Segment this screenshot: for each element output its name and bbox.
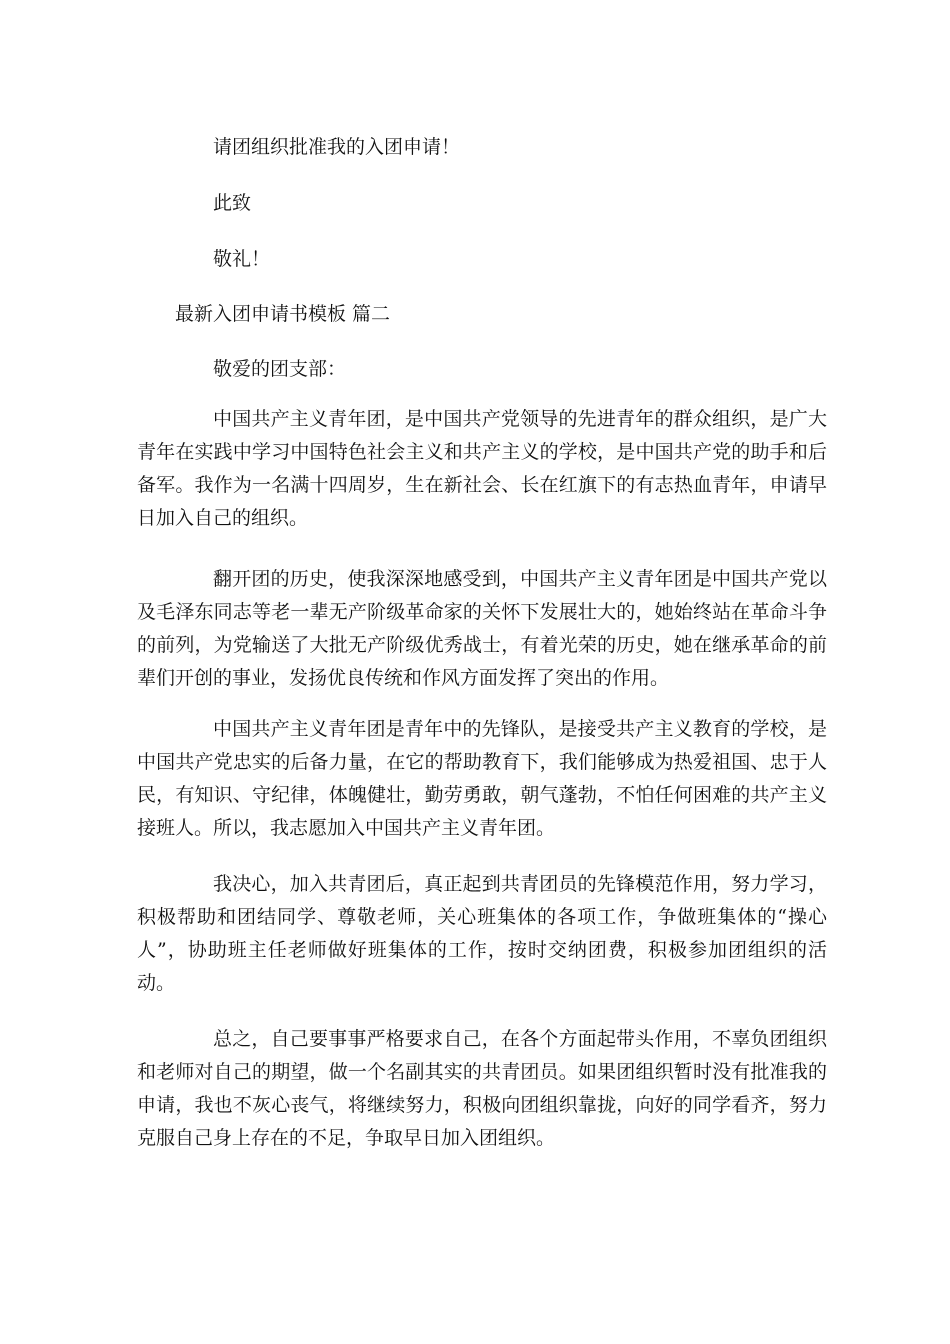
paragraph-2: 翻开团的历史，使我深深地感受到，中国共产主义青年团是中国共产党以及毛泽东同志等老一辈无产阶级革命家的关怀下发展壮大的，她始终站在革命斗争的前列，为党输送了大批无产阶级优秀战士，有着光荣的历史，她在继承革命的前辈们开创的事业，发扬优良传统和作风方面发挥了突出的作用。 [137,568,827,689]
paragraph-3: 中国共产主义青年团是青年中的先锋队，是接受共产主义教育的学校，是中国共产党忠实的后备力量，在它的帮助教育下，我们能够成为热爱祖国、忠于人民，有知识、守纪律，体魄健壮，勤劳勇敢，朝气蓬勃，不怕任何困难的共产主义接班人。所以，我志愿加入中国共产主义青年团。 [137,718,827,839]
paragraph-5: 总之，自己要事事严格要求自己，在各个方面起带头作用，不辜负团组织和老师对自己的期望，做一个名副其实的共青团员。如果团组织暂时没有批准我的申请，我也不灰心丧气，将继续努力，积极向团组织靠拢，向好的同学看齐，努力克服自己身上存在的不足，争取早日加入团组织。 [137,1028,827,1149]
closing-request: 请团组织批准我的入团申请！ [213,136,461,158]
greeting: 敬爱的团支部： [213,358,347,380]
closing-regards: 敬礼！ [213,248,271,270]
paragraph-4: 我决心，加入共青团后，真正起到共青团员的先锋模范作用，努力学习，积极帮助和团结同学、尊敬老师，关心班集体的各项工作，争做班集体的“操心人”，协助班主任老师做好班集体的工作，按时交纳团费，积极参加团组织的活动。 [137,873,827,994]
section-title: 最新入团申请书模板 篇二 [175,303,391,325]
closing-salutation: 此致 [213,192,252,214]
paragraph-1: 中国共产主义青年团，是中国共产党领导的先进青年的群众组织，是广大青年在实践中学习中国特色社会主义和共产主义的学校，是中国共产党的助手和后备军。我作为一名满十四周岁，生在新社会、长在红旗下的有志热血青年，申请早日加入自己的组织。 [137,408,827,529]
